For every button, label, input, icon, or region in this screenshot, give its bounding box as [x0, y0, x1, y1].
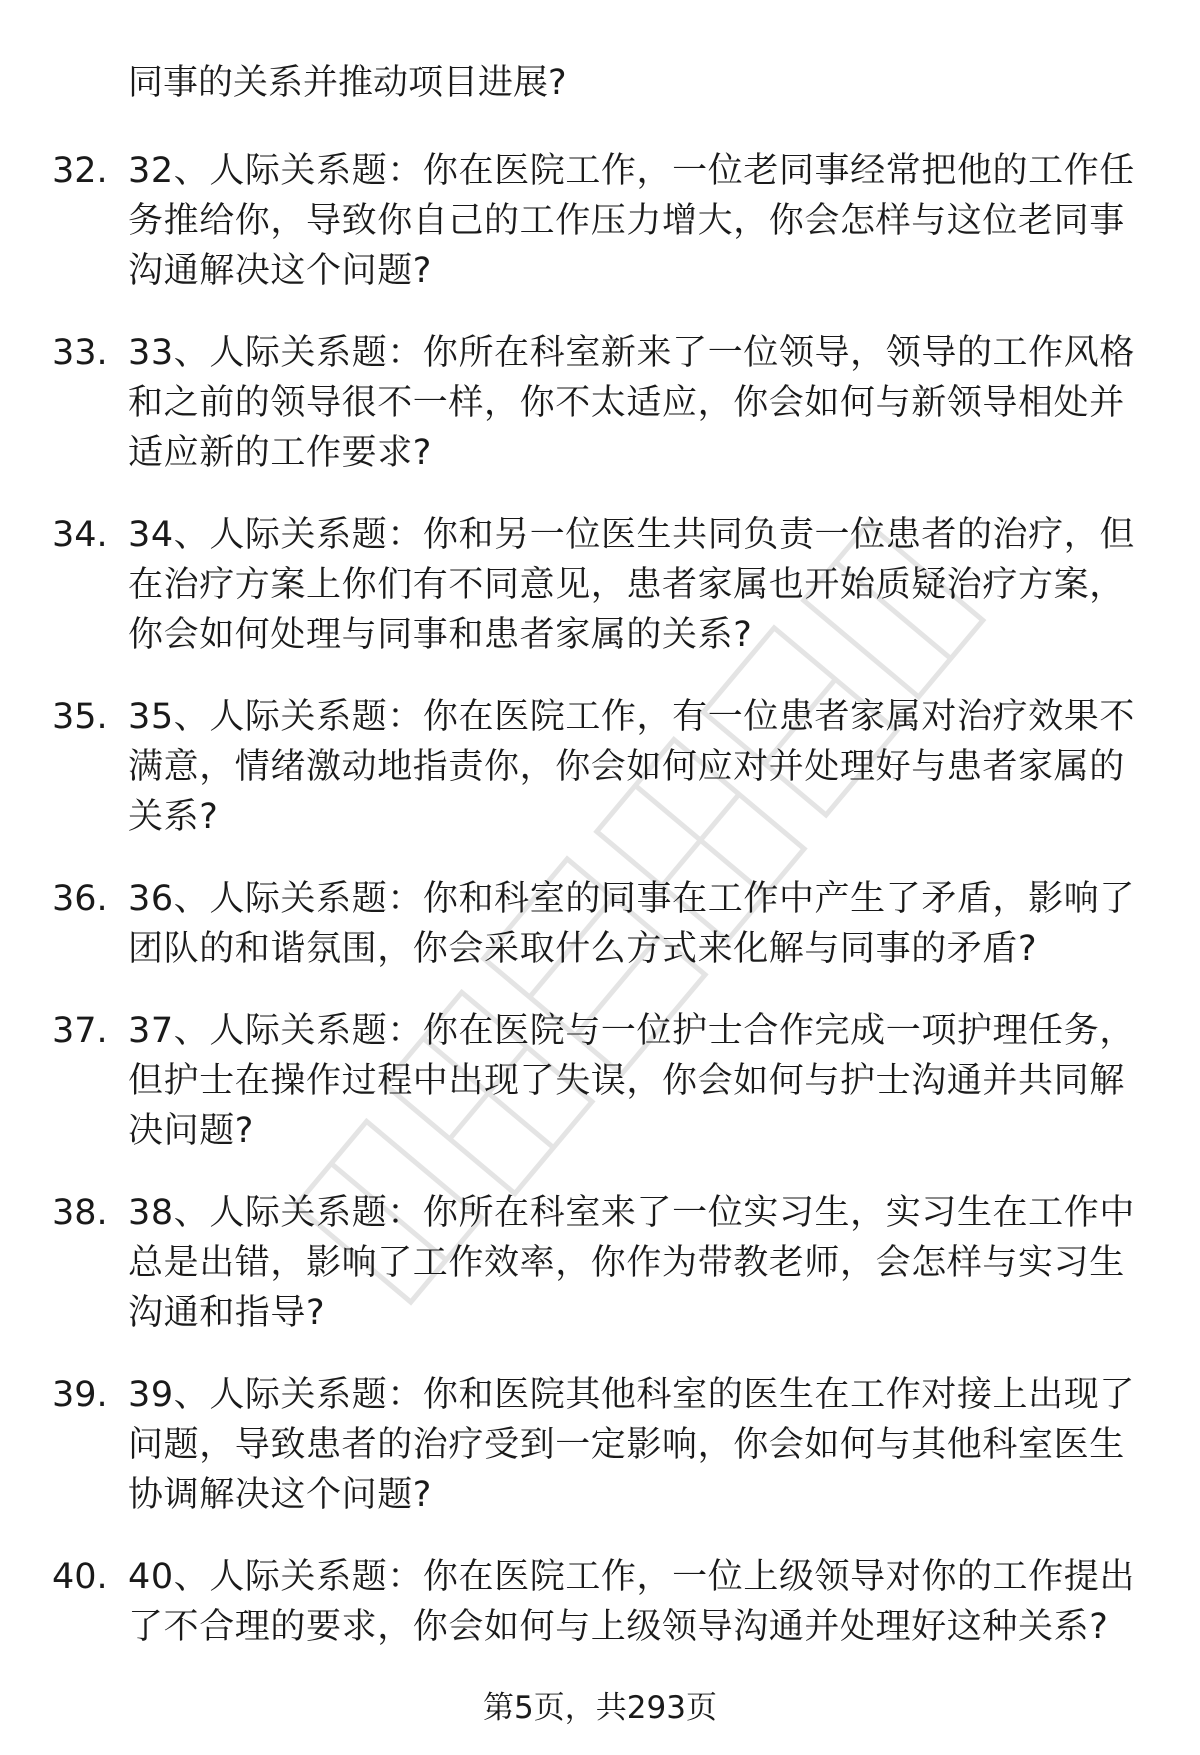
- question-text: 36、人际关系题：你和科室的同事在工作中产生了矛盾，影响了团队的和谐氛围，你会采取什么方式来化解与同事的矛盾?: [128, 879, 1135, 969]
- question-text: 37、人际关系题：你在医院与一位护士合作完成一项护理任务，但护士在操作过程中出现了失误，你会如何与护士沟通并共同解决问题?: [128, 1011, 1135, 1151]
- question-text: 39、人际关系题：你和医院其他科室的医生在工作对接上出现了问题，导致患者的治疗受到一定影响，你会如何与其他科室医生协调解决这个问题?: [128, 1375, 1135, 1515]
- question-item: [0, 146, 1200, 296]
- page-footer: 第5页，共293页: [483, 1690, 717, 1726]
- continuation-text: 同事的关系并推动项目进展?: [128, 63, 567, 103]
- question-item: [0, 510, 1200, 660]
- question-item: [0, 874, 1200, 974]
- question-number: 37.: [52, 1011, 108, 1051]
- question-item: [0, 1188, 1200, 1338]
- question-text: 35、人际关系题：你在医院工作，有一位患者家属对治疗效果不满意，情绪激动地指责你，你会如何应对并处理好与患者家属的关系?: [128, 697, 1135, 837]
- question-item: [0, 1006, 1200, 1156]
- question-text: 34、人际关系题：你和另一位医生共同负责一位患者的治疗，但在治疗方案上你们有不同意见，患者家属也开始质疑治疗方案，你会如何处理与同事和患者家属的关系?: [128, 515, 1135, 655]
- question-number: 35.: [52, 697, 108, 737]
- question-number: 40.: [52, 1557, 108, 1597]
- question-text: 38、人际关系题：你所在科室来了一位实习生，实习生在工作中总是出错，影响了工作效率，你作为带教老师，会怎样与实习生沟通和指导?: [128, 1193, 1135, 1333]
- question-number: 34.: [52, 515, 108, 555]
- question-number: 32.: [52, 151, 108, 191]
- question-number: 36.: [52, 879, 108, 919]
- question-text: 33、人际关系题：你所在科室新来了一位领导，领导的工作风格和之前的领导很不一样，你不太适应，你会如何与新领导相处并适应新的工作要求?: [128, 333, 1135, 473]
- question-item: [0, 692, 1200, 842]
- question-item: [0, 328, 1200, 478]
- question-item: [0, 1552, 1200, 1652]
- question-item: [0, 1370, 1200, 1520]
- question-number: 39.: [52, 1375, 108, 1415]
- question-list: [0, 146, 1200, 1684]
- question-text: 32、人际关系题：你在医院工作，一位老同事经常把他的工作任务推给你，导致你自己的工作压力增大，你会怎样与这位老同事沟通解决这个问题?: [128, 151, 1135, 291]
- question-text: 40、人际关系题：你在医院工作，一位上级领导对你的工作提出了不合理的要求，你会如何与上级领导沟通并处理好这种关系?: [128, 1557, 1135, 1647]
- question-number: 33.: [52, 333, 108, 373]
- question-number: 38.: [52, 1193, 108, 1233]
